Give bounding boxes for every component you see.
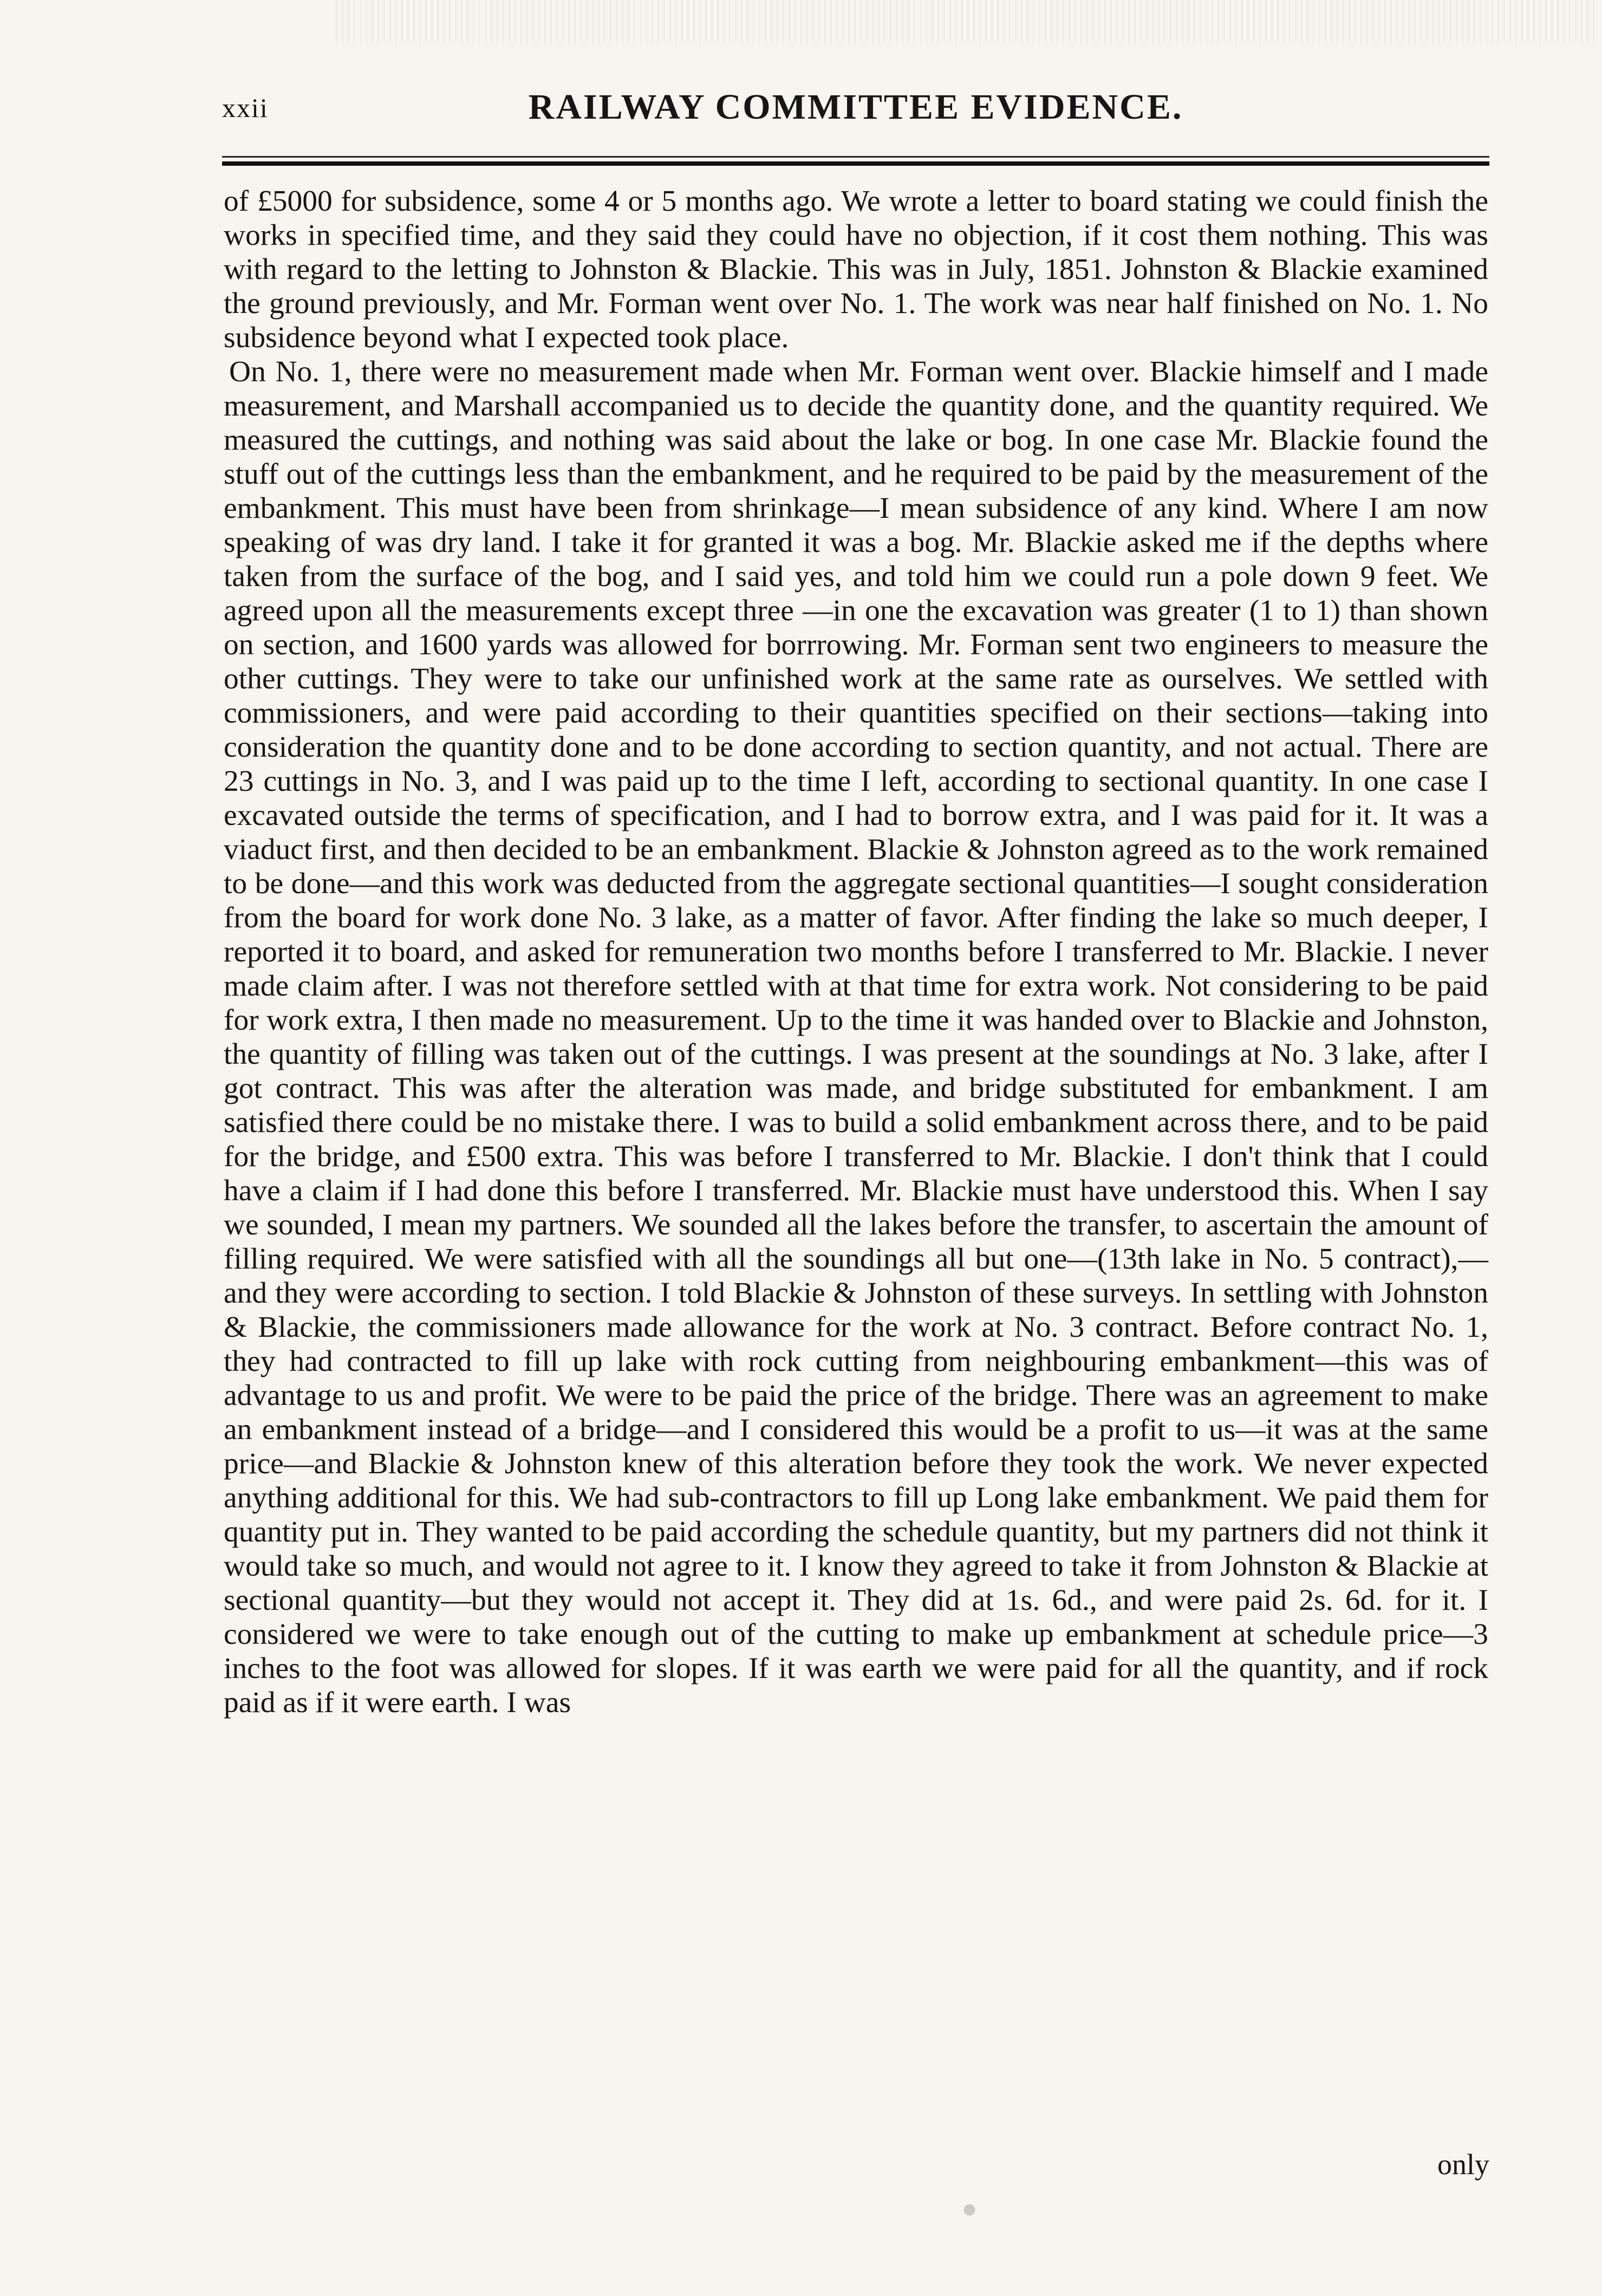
scan-noise — [336, 0, 1598, 43]
page-number: xxii — [222, 93, 269, 123]
body-text — [224, 184, 1488, 1720]
header-rule-thin — [222, 156, 1489, 158]
ink-blot-ornament — [953, 2194, 986, 2226]
page-header — [222, 87, 1489, 152]
catchword: only — [1437, 2148, 1489, 2181]
running-title: RAILWAY COMMITTEE EVIDENCE. — [528, 87, 1183, 127]
paragraph: of £5000 for subsidence, some 4 or 5 months ago. We wrote a letter to board stating we could finish the works in specified time, and they said they could have no objection, if it cost them nothing. This was with regard to the letting to Johnston & Blackie. This was in July, 1851. Johnston & Blackie examined the ground previously, and Mr. Forman went over No. 1. The work was near half finished on No. 1. No subsidence beyond what I expected took place. — [224, 185, 1488, 354]
paragraph: On No. 1, there were no measurement made when Mr. Forman went over. Blackie himself and I made measurement, and Marshall accompanied us to decide the quantity done, and the quantity required. We measured the cuttings, and nothing was said about the lake or bog. In one case Mr. Blackie found the stuff out of the cuttings less than the embankment, and he required to be paid by the measurement of the embankment. This must have been from shrinkage—I mean subsidence of any kind. Where I am now speaking of was dry land. I take it for granted it was a bog. Mr. Blackie asked me if the depths where taken from the surface of the bog, and I said yes, and told him we could run a pole down 9 feet. We agreed upon all the measurements except three —in one the excavation was greater (1 to 1) than shown on section, and 1600 yards was allowed for borrrowing. Mr. Forman sent two engineers to measure the other cuttings. They were to take our unfinished work at the same rate as ourselves. We settled with commissioners, and were paid according to their quantities specified on their sections—taking into consideration the quantity done and to be done according to section quantity, and not actual. There are 23 cuttings in No. 3, and I was paid up to the time I left, according to sectional quantity. In one case I excavated outside the terms of specification, and I had to borrow extra, and I was paid for it. It was a viaduct first, and then decided to be an embankment. Blackie & Johnston agreed as to the work remained to be done—and this work was deducted from the aggregate sectional quantities—I sought consideration from the board for work done No. 3 lake, as a matter of favor. After finding the lake so much deeper, I reported it to board, and asked for remuneration two months before I transferred to Mr. Blackie. I never made claim after. I was not therefore settled with at that time for extra work. Not considering to be paid for work extra, I then made no measurement. Up to the time it was handed over to Blackie and Johnston, the quantity of filling was taken out of the cuttings. I was present at the soundings at No. 3 lake, after I got contract. This was after the alteration was made, and bridge substituted for embankment. I am satisfied there could be no mistake there. I was to build a solid embankment across there, and to be paid for the bridge, and £500 extra. This was before I transferred to Mr. Blackie. I don't think that I could have a claim if I had done this before I transferred. Mr. Blackie must have understood this. When I say we sounded, I mean my partners. We sounded all the lakes before the transfer, to ascertain the amount of filling required. We were satisfied with all the soundings all but one—(13th lake in No. 5 contract),—and they were according to section. I told Blackie & Johnston of these surveys. In settling with Johnston & Blackie, the commissioners made allowance for the work at No. 3 contract. Before contract No. 1, they had contracted to fill up lake with rock cutting from neighbouring embankment—this was of advantage to us and profit. We were to be paid the price of the bridge. There was an agreement to make an embankment instead of a bridge—and I considered this would be a profit to us—it was at the same price—and Blackie & Johnston knew of this alteration before they took the work. We never expected anything additional for this. We had sub-contractors to fill up Long lake embankment. We paid them for quantity put in. They wanted to be paid according the schedule quantity, but my partners did not think it would take so much, and would not agree to it. I know they agreed to take it from Johnston & Blackie at sectional quantity—but they would not accept it. They did at 1s. 6d., and were paid 2s. 6d. for it. I considered we were to take enough out of the cutting to make up embankment at schedule price—3 inches to the foot was allowed for slopes. If it was earth we were paid for all the quantity, and if rock paid as if it were earth. I was — [224, 355, 1488, 1719]
header-rule-thick — [222, 161, 1489, 166]
